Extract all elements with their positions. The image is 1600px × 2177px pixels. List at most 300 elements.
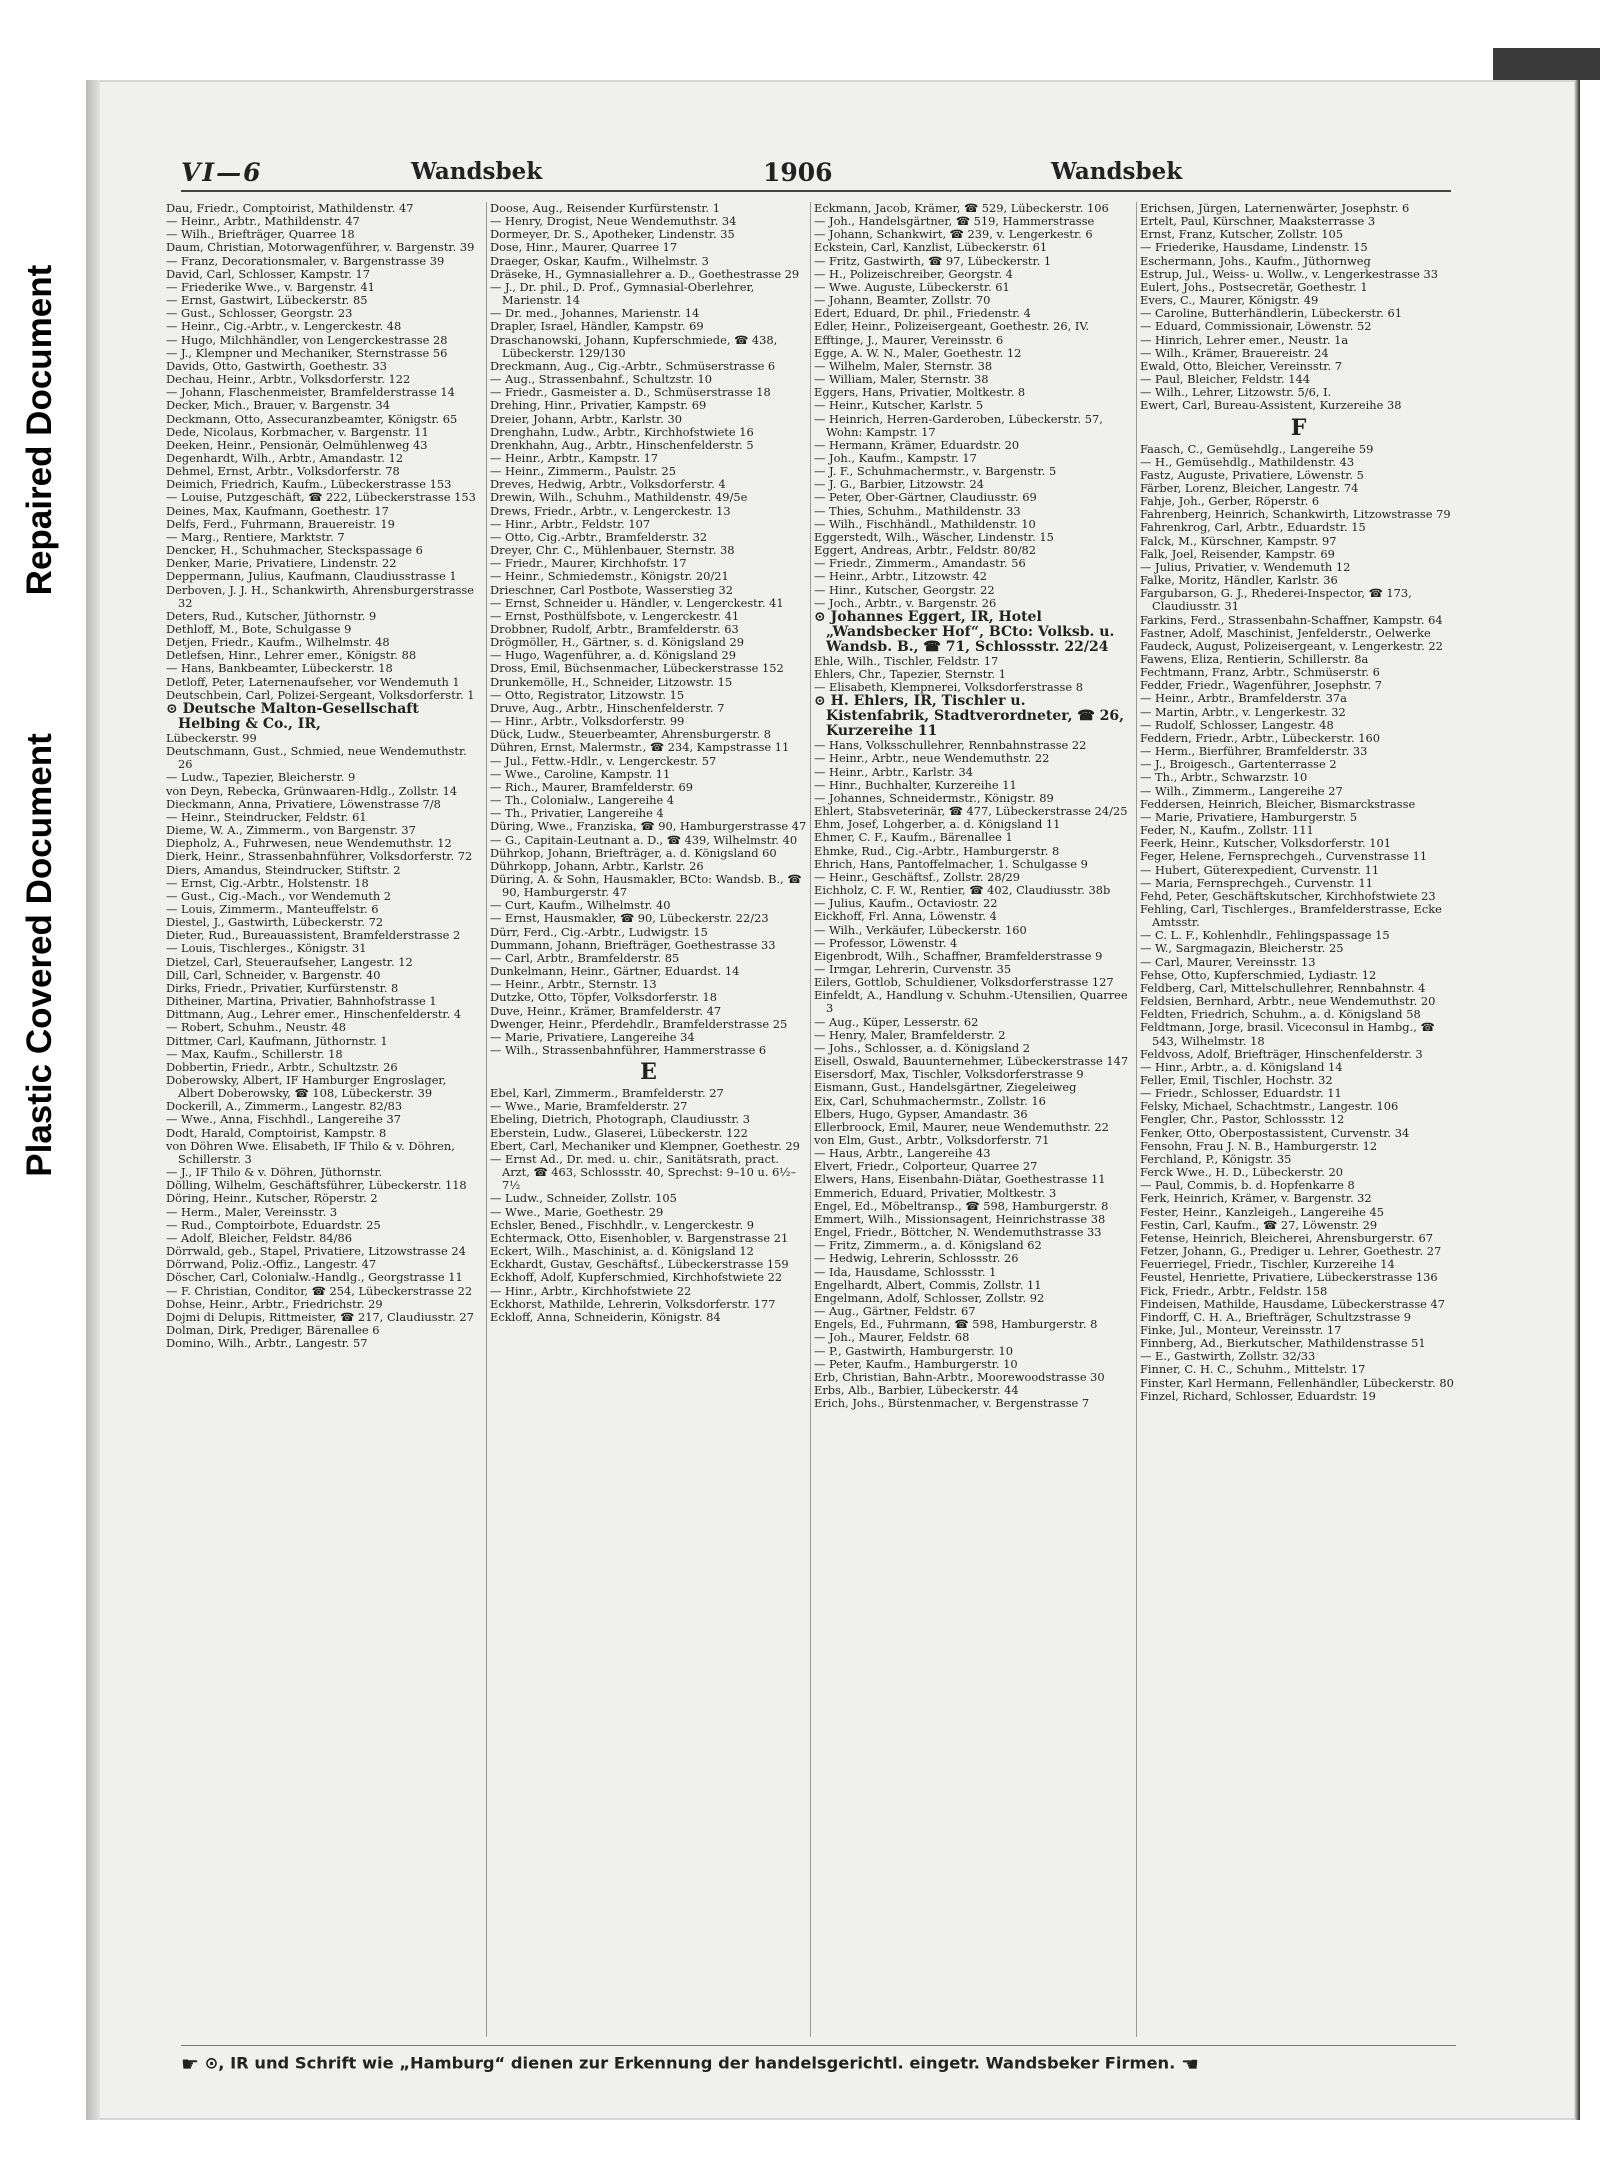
directory-entry: — Ernst, Gastwirt, Lübeckerstr. 85 [166,293,368,308]
directory-entry: ⊙ H. Ehlers, IR, Tischler u. Kistenfabrik, Stadtverordneter, ☎ 26, Kurzereihe 11 [814,693,1129,740]
directory-entry: — Heinr., Geschäftsf., Zollstr. 28/29 [814,869,1020,884]
directory-column [166,202,483,2037]
directory-entry: — Hubert, Güterexpedient, Curvenstr. 11 [1140,862,1380,877]
directory-entry: Ferchland, P., Königstr. 35 [1140,1151,1292,1166]
directory-entry: — J., Dr. phil., D. Prof., Gymnasial-Oberlehrer, Marienstr. 14 [490,279,758,308]
directory-entry: — Heinrich, Herren-Garderoben, Lübeckerstr. 57, Wohn: Kampstr. 17 [814,411,1107,439]
directory-entry: Drenkhahn, Aug., Arbtr., Hinschenfelderstr. 5 [490,437,754,452]
directory-entry: Ehrich, Hans, Pantoffelmacher, 1. Schulgasse 9 [814,856,1088,871]
directory-entry: Drews, Friedr., Arbtr., v. Lengerckestr. 13 [490,503,731,518]
directory-entry: Ehm, Josef, Lohgerber, a. d. Königsland 11 [814,817,1061,832]
directory-entry: — Ludw., Schneider, Zollstr. 105 [490,1191,677,1206]
directory-entry: — Fritz, Gastwirth, ☎ 97, Lübeckerstr. 1 [814,253,1052,268]
directory-entry: — Th., Privatier, Langereihe 4 [490,806,664,821]
directory-entry: Döring, Heinr., Kutscher, Röperstr. 2 [166,1191,378,1206]
directory-entry: — J. G., Barbier, Litzowstr. 24 [814,477,984,492]
directory-entry: Eggers, Hans, Privatier, Moltkestr. 8 [814,385,1026,400]
directory-entry: Dirks, Friedr., Privatier, Kurfürstenstr. 8 [166,980,399,995]
directory-entry: Ehlers, Chr., Tapezier, Sternstr. 1 [814,667,1007,681]
footer-rule [181,2045,1456,2046]
directory-entry: — F. Christian, Conditor, ☎ 254, Lübeckerstrasse 22 [166,1283,473,1298]
page-binding-shadow [86,80,100,2120]
directory-entry: Döscher, Carl, Colonialw.-Handlg., Georgstrasse 11 [166,1270,463,1285]
directory-entry: — J., IF Thilo & v. Döhren, Jüthornstr. [166,1165,383,1180]
directory-entry: Drapler, Israel, Händler, Kampstr. 69 [490,319,704,334]
directory-entry: — Friedr., Schlosser, Eduardstr. 11 [1140,1086,1342,1101]
directory-entry: — Joh., Kaufm., Kampstr. 17 [814,450,977,465]
directory-entry: — Hugo, Wagenführer, a. d. Königsland 29 [490,648,736,663]
directory-entry: Dodt, Harald, Comptoirist, Kampstr. 8 [166,1125,387,1140]
directory-entry: Dürr, Ferd., Cig.-Arbtr., Ludwigstr. 15 [490,924,708,939]
directory-entry: Dräseke, H., Gymnasiallehrer a. D., Goethestrasse 29 [490,266,800,281]
directory-entry: — Heinr., Arbtr., Bramfelderstr. 37a [1140,691,1347,706]
directory-entry: Dede, Nicolaus, Korbmacher, v. Bargenstr. 11 [166,424,429,439]
directory-entry: Delfs, Ferd., Fuhrmann, Brauereistr. 19 [166,516,395,531]
directory-entry: — William, Maler, Sternstr. 38 [814,372,989,387]
directory-entry: — Adolf, Bleicher, Feldstr. 84/86 [166,1230,353,1245]
directory-entry: — Thies, Schuhm., Mathildenstr. 33 [814,503,1021,518]
plastic-covered-document-label: Plastic Covered Document [20,733,59,1177]
directory-entry: — Johannes, Schneidermstr., Königstr. 89 [814,790,1054,805]
directory-entry: Ernst, Franz, Kutscher, Zollstr. 105 [1140,227,1344,242]
directory-entry: Dross, Emil, Büchsenmacher, Lübeckerstrasse 152 [490,661,784,676]
directory-entry: — Rudolf, Schlosser, Langestr. 48 [1140,717,1334,732]
directory-entry: Fetzer, Johann, G., Prediger u. Lehrer, Goethestr. 27 [1140,1244,1442,1259]
directory-entry: Dolman, Dirk, Prediger, Bärenallee 6 [166,1322,380,1337]
running-head-left-title: Wandsbek [411,158,543,185]
directory-entry: — Heinr., Arbtr., Karlstr. 34 [814,764,974,779]
directory-entry: Dose, Hinr., Maurer, Quarree 17 [490,240,678,255]
directory-entry: — Aug., Gärtner, Feldstr. 67 [814,1304,976,1319]
directory-entry: Eschermann, Johs., Kaufm., Jüthornweg [1140,253,1371,268]
directory-entry: — Hinr., Arbtr., Volksdorferstr. 99 [490,714,685,729]
directory-entry: Dierk, Heinr., Strassenbahnführer, Volksdorferstr. 72 [166,849,473,864]
directory-entry: — Hedwig, Lehrerin, Schlossstr. 26 [814,1251,1019,1266]
directory-entry: — Wilh., Zimmerm., Langereihe 27 [1140,783,1343,798]
directory-entry: Eberstein, Ludw., Glaserei, Lübeckerstr. 122 [490,1125,748,1140]
side-labels [0,0,80,2177]
directory-entry: Dietzel, Carl, Steueraufseher, Langestr. 12 [166,954,413,969]
directory-entry: — Hinrich, Lehrer emer., Neustr. 1a [1140,332,1349,347]
directory-entry: Dieckmann, Anna, Privatiere, Löwenstrasse 7/8 [166,796,441,811]
directory-entry: von Elm, Gust., Arbtr., Volksdorferstr. 71 [814,1133,1050,1147]
directory-entry: — Paul, Commis, b. d. Hopfenkarre 8 [1140,1178,1355,1193]
directory-entry: von Döhren Wwe. Elisabeth, IF Thilo & v. Döhren, Schillerstr. 3 [166,1138,459,1166]
directory-entry: Edert, Eduard, Dr. phil., Friedenstr. 4 [814,306,1031,321]
directory-entry: ⊙ Deutsche Malton-Gesellschaft Helbing & Co., IR, [166,700,424,732]
directory-entry: — Friederike Wwe., v. Bargenstr. 41 [166,279,375,294]
directory-entry: Drieschner, Carl Postbote, Wasserstieg 32 [490,582,734,597]
directory-entry: Dummann, Johann, Briefträger, Goethestrasse 33 [490,937,776,952]
directory-entry: — Elisabeth, Klempnerei, Volksdorferstrasse 8 [814,680,1083,695]
directory-entry: Dormeyer, Dr. S., Apotheker, Lindenstr. 35 [490,227,735,242]
directory-entry: Ferk, Heinrich, Krämer, v. Bargenstr. 32 [1140,1191,1372,1206]
directory-entry: Engels, Ed., Fuhrmann, ☎ 598, Hamburgerstr. 8 [814,1317,1098,1332]
directory-entry: Eigenbrodt, Wilh., Schaffner, Bramfelderstrasse 9 [814,948,1103,963]
directory-entry: Detjen, Friedr., Kaufm., Wilhelmstr. 48 [166,635,390,650]
directory-entry: Dockerill, A., Zimmerm., Langestr. 82/83 [166,1099,403,1114]
directory-entry: David, Carl, Schlosser, Kampstr. 17 [166,266,371,281]
directory-entry: — Paul, Bleicher, Feldstr. 144 [1140,372,1311,387]
directory-entry: Faasch, C., Gemüsehdlg., Langereihe 59 [1140,441,1374,456]
directory-entry: — Heinr., Arbtr., neue Wendemuthstr. 22 [814,751,1050,766]
directory-entry: Eulert, Johs., Postsecretär, Goethestr. 1 [1140,279,1368,294]
directory-entry: Dörrwald, geb., Stapel, Privatiere, Litzowstrasse 24 [166,1244,466,1259]
directory-entry: Eilers, Gottlob, Schuldiener, Volksdorferstrasse 127 [814,975,1114,990]
directory-entry: — Th., Arbtr., Schwarzstr. 10 [1140,770,1308,785]
directory-entry: Dreves, Hedwig, Arbtr., Volksdorferstr. 4 [490,477,726,492]
directory-entry: Engel, Friedr., Böttcher, N. Wendemuthstrasse 33 [814,1225,1102,1240]
directory-entry: Ebeling, Dietrich, Photograph, Claudiusstr. 3 [490,1112,751,1127]
directory-entry: — Curt, Kaufm., Wilhelmstr. 40 [490,898,671,913]
directory-entry: Eisell, Oswald, Bauunternehmer, Lübeckerstrasse 147 [814,1054,1129,1069]
directory-entry: — Heinr., Kutscher, Karlstr. 5 [814,398,984,413]
directory-entry: Druve, Aug., Arbtr., Hinschenfelderstr. 7 [490,700,725,715]
directory-entry: — Eduard, Commissionair, Löwenstr. 52 [1140,319,1372,334]
directory-entry: Fetense, Heinrich, Bleicherei, Ahrensburgerstr. 67 [1140,1230,1433,1245]
directory-entry: Eismann, Gust., Handelsgärtner, Ziegeleiweg [814,1080,1077,1095]
directory-entry: Ertelt, Paul, Kürschner, Maaksterrasse 3 [1140,214,1376,229]
directory-entry: Feldtmann, Jorge, brasil. Viceconsul in Hambg., ☎ 543, Wilhelmstr. 18 [1140,1020,1439,1048]
directory-entry: Evers, C., Maurer, Königstr. 49 [1140,293,1319,308]
directory-entry: — Irmgar, Lehrerin, Curvenstr. 35 [814,961,1012,976]
directory-entry: — Caroline, Butterhändlerin, Lübeckerstr. 61 [1140,306,1403,321]
directory-column [490,202,807,2037]
directory-entry: — Ernst, Hausmakler, ☎ 90, Lübeckerstr. 22/23 [490,911,769,926]
directory-entry: — Peter, Kaufm., Hamburgerstr. 10 [814,1356,1018,1371]
directory-entry: Dück, Ludw., Steuerbeamter, Ahrensburgerstr. 8 [490,727,772,742]
directory-entry: — Joch., Arbtr., v. Bargenstr. 26 [814,595,997,610]
directory-entry: Dehmel, Ernst, Arbtr., Volksdorferstr. 78 [166,464,400,479]
directory-entry: Farkins, Ferd., Strassenbahn-Schaffner, Kampstr. 64 [1140,612,1443,627]
directory-entry: — Wwe. Auguste, Lübeckerstr. 61 [814,279,1010,294]
directory-entry: Dutzke, Otto, Töpfer, Volksdorferstr. 18 [490,990,717,1005]
header-rule [181,190,1451,192]
footer-note [181,2052,1461,2080]
directory-entry: Feldvoss, Adolf, Briefträger, Hinschenfelderstr. 3 [1140,1046,1423,1061]
directory-entry: — Robert, Schuhm., Neustr. 48 [166,1020,346,1035]
directory-entry: — Martin, Arbtr., v. Lengerkestr. 32 [1140,704,1346,719]
directory-entry: Drunkemölle, H., Schneider, Litzowstr. 15 [490,674,733,689]
directory-entry: Drobbner, Rudolf, Arbtr., Bramfelderstr. 63 [490,622,739,636]
directory-entry: Fehse, Otto, Kupferschmied, Lydiastr. 12 [1140,967,1377,982]
column-divider [1136,202,1137,2037]
directory-entry: Elbers, Hugo, Gypser, Amandastr. 36 [814,1106,1028,1121]
directory-entry: Dührkopp, Johann, Arbtr., Karlstr. 26 [490,858,704,873]
directory-entry: Finster, Karl Hermann, Fellenhändler, Lübeckerstr. 80 [1140,1375,1454,1390]
directory-entry: Egge, A. W. N., Maler, Goethestr. 12 [814,345,1022,360]
running-head [86,158,1580,198]
directory-entry: — Carl, Maurer, Vereinsstr. 13 [1140,954,1316,969]
directory-entry: Eckstein, Carl, Kanzlist, Lübeckerstr. 61 [814,240,1048,255]
directory-entry: Drewin, Wilh., Schuhm., Mathildenstr. 49/5e [490,490,748,505]
directory-entry: — Dr. med., Johannes, Marienstr. 14 [490,306,700,321]
directory-entry: Daum, Christian, Motorwagenführer, v. Bargenstr. 39 [166,240,475,255]
directory-entry: — H., Gemüsehdlg., Mathildenstr. 43 [1140,454,1355,469]
directory-entry: — Friedr., Gasmeister a. D., Schmüserstrasse 18 [490,385,771,400]
directory-entry: — Johann, Schankwirt, ☎ 239, v. Lengerkestr. 6 [814,227,1093,242]
directory-entry: Ehmke, Rud., Cig.-Arbtr., Hamburgerstr. 8 [814,843,1060,858]
directory-entry: Dieme, W. A., Zimmerm., von Bargenstr. 37 [166,823,416,838]
directory-entry: Degenhardt, Wilh., Arbtr., Amandastr. 12 [166,450,404,465]
directory-page [86,80,1580,2120]
directory-entry: Deimich, Friedrich, Kaufm., Lübeckerstrasse 153 [166,477,452,492]
directory-entry: Decker, Mich., Brauer, v. Bargenstr. 34 [166,398,390,413]
directory-entry: Emmerich, Eduard, Privatier, Moltkestr. 3 [814,1185,1057,1200]
directory-entry: — Marie, Privatiere, Langereihe 34 [490,1029,695,1044]
directory-entry: — E., Gastwirth, Zollstr. 32/33 [1140,1349,1316,1364]
directory-entry: Feerk, Heinr., Kutscher, Volksdorferstr. 101 [1140,836,1391,851]
directory-entry: Detloff, Peter, Laternenaufseher, vor Wendemuth 1 [166,674,460,689]
directory-entry: Dojmi di Delupis, Rittmeister, ☎ 217, Claudiusstr. 27 [166,1309,474,1324]
directory-entry: — Hinr., Arbtr., a. d. Königsland 14 [1140,1059,1343,1074]
directory-entry: — Joh., Maurer, Feldstr. 68 [814,1330,970,1345]
directory-entry: Doose, Aug., Reisender Kurfürstenstr. 1 [490,202,721,215]
directory-entry: — Friedr., Maurer, Kirchhofstr. 17 [490,556,687,571]
directory-entry: — J., Broigesch., Gartenterrasse 2 [1140,757,1337,772]
directory-entry: Deters, Rud., Kutscher, Jüthornstr. 9 [166,608,377,623]
directory-entry: — Aug., Strassenbahnf., Schultzstr. 10 [490,372,712,387]
directory-entry: — G., Capitain-Leutnant a. D., ☎ 439, Wilhelmstr. 40 [490,832,798,847]
directory-entry: — Hinr., Kutscher, Georgstr. 22 [814,582,995,597]
directory-entry: Finzel, Richard, Schlosser, Eduardstr. 19 [1140,1388,1376,1403]
directory-entry: Fastner, Adolf, Maschinist, Jenfelderstr., Oelwerke [1140,625,1431,640]
directory-entry: Düring, Wwe., Franziska, ☎ 90, Hamburgerstrasse 47 [490,819,807,834]
directory-entry: Ehmer, C. F., Kaufm., Bärenallee 1 [814,830,1013,845]
directory-entry: Emmert, Wilh., Missionsagent, Heinrichstrasse 38 [814,1211,1106,1226]
directory-entry: Elwers, Hans, Eisenbahn-Diätar, Goethestrasse 11 [814,1172,1106,1187]
directory-entry: — Heinr., Arbtr., Mathildenstr. 47 [166,214,360,229]
directory-entry: Dobbertin, Friedr., Arbtr., Schultzstr. 26 [166,1059,398,1074]
directory-entry: Duve, Heinr., Krämer, Bramfelderstr. 47 [490,1003,722,1018]
directory-entry: — Marie, Privatiere, Hamburgerstr. 5 [1140,809,1358,824]
directory-entry: Dethloff, M., Bote, Schulgasse 9 [166,622,352,636]
directory-entry: Deppermann, Julius, Kaufmann, Claudiusstrasse 1 [166,569,457,584]
directory-entry: Engelhardt, Albert, Commis, Zollstr. 11 [814,1277,1042,1292]
directory-entry: Fehling, Carl, Tischlerges., Bramfelderstrasse, Ecke Amtsstr. [1140,901,1446,930]
directory-entry: — Herm., Bierführer, Bramfelderstr. 33 [1140,744,1368,759]
directory-entry: Draeger, Oskar, Kaufm., Wilhelmstr. 3 [490,253,709,268]
directory-entry: Engelmann, Adolf, Schlosser, Zollstr. 92 [814,1290,1045,1305]
directory-entry: — Otto, Cig.-Arbtr., Bramfelderstr. 32 [490,529,708,544]
directory-entry: Fahrenkrog, Carl, Arbtr., Eduardstr. 15 [1140,520,1366,535]
directory-entry: — Louis, Zimmerm., Manteuffelstr. 6 [166,901,379,916]
directory-entry: — Franz, Decorationsmaler, v. Bargenstrasse 39 [166,253,445,268]
directory-entry: Diestel, J., Gastwirth, Lübeckerstr. 72 [166,915,384,930]
directory-entry: Draschanowski, Johann, Kupferschmiede, ☎ 438, Lübeckerstr. 129/130 [490,332,781,360]
directory-entry: Fick, Friedr., Arbtr., Feldstr. 158 [1140,1283,1328,1298]
directory-entry: Dwenger, Heinr., Pferdehdlr., Bramfelderstrasse 25 [490,1016,788,1031]
directory-entry: Fawens, Eliza, Rentierin, Schillerstr. 8a [1140,652,1369,666]
directory-entry: — Hinr., Arbtr., Feldstr. 107 [490,516,651,531]
directory-entry: — Fritz, Zimmerm., a. d. Königsland 62 [814,1238,1042,1253]
directory-entry: — Herm., Maler, Vereinsstr. 3 [166,1204,338,1219]
directory-entry: — Hinr., Buchhalter, Kurzereihe 11 [814,777,1017,792]
directory-entry: Dölling, Wilhelm, Geschäftsführer, Lübeckerstr. 118 [166,1178,467,1193]
directory-entry: — Peter, Ober-Gärtner, Claudiusstr. 69 [814,490,1037,505]
directory-entry: Davids, Otto, Gastwirth, Goethestr. 33 [166,358,387,373]
directory-entry: Fengler, Chr., Pastor, Schlossstr. 12 [1140,1112,1345,1127]
directory-entry: Finner, C. H. C., Schuhm., Mittelstr. 17 [1140,1362,1366,1377]
directory-entry: — Hinr., Arbtr., Kirchhofstwiete 22 [490,1283,692,1298]
directory-entry: — Marg., Rentiere, Marktstr. 7 [166,529,345,544]
directory-entry: Feuerriegel, Friedr., Tischler, Kurzereihe 14 [1140,1257,1395,1272]
directory-entry: — Julius, Kaufm., Octaviostr. 22 [814,896,998,911]
directory-entry: — Max, Kaufm., Schillerstr. 18 [166,1046,343,1061]
directory-entry: Eichholz, C. F. W., Rentier, ☎ 402, Claudiusstr. 38b [814,883,1111,898]
directory-entry: — H., Polizeischreiber, Georgstr. 4 [814,266,1013,281]
directory-entry: Fenker, Otto, Oberpostassistent, Curvenstr. 34 [1140,1125,1410,1140]
directory-entry: Dau, Friedr., Comptoirist, Mathildenstr. 47 [166,202,414,215]
directory-entry: — Heinr., Zimmerm., Paulstr. 25 [490,464,677,479]
directory-entry: Fester, Heinr., Kanzleigeh., Langereihe 45 [1140,1204,1384,1219]
directory-entry: Erich, Johs., Bürstenmacher, v. Bergenstrasse 7 [814,1396,1090,1411]
directory-entry: Domino, Wilh., Arbtr., Langestr. 57 [166,1336,368,1351]
running-head-right-title: Wandsbek [1051,158,1183,185]
directory-entry: Feder, N., Kaufm., Zollstr. 111 [1140,823,1314,838]
directory-entry: — Louise, Putzgeschäft, ☎ 222, Lübeckerstrasse 153 [166,490,476,505]
directory-entry: — Henry, Drogist, Neue Wendemuthstr. 34 [490,214,737,229]
directory-entry: Felsky, Michael, Schachtmstr., Langestr. 106 [1140,1099,1399,1114]
directory-entry: Echtermack, Otto, Eisenhobler, v. Bargenstrasse 21 [490,1230,789,1245]
directory-entry: Findorff, C. H. A., Briefträger, Schultzstrasse 9 [1140,1309,1411,1324]
directory-entry: Feldberg, Carl, Mittelschullehrer, Rennbahnstr. 4 [1140,980,1426,995]
directory-entry: Finnberg, Ad., Bierkutscher, Mathildenstrasse 51 [1140,1336,1426,1351]
directory-entry: Erbs, Alb., Barbier, Lübeckerstr. 44 [814,1382,1019,1397]
directory-entry: Faudeck, August, Polizeisergeant, v. Lengerkestr. 22 [1140,638,1443,653]
directory-entry: Diers, Amandus, Steindrucker, Stiftstr. 2 [166,862,401,877]
directory-entry: — Th., Colonialw., Langereihe 4 [490,793,675,808]
directory-entry: — Hans, Bankbeamter, Lübeckerstr. 18 [166,661,393,676]
directory-entry: Dittmann, Aug., Lehrer emer., Hinschenfelderstr. 4 [166,1007,462,1022]
directory-entry: — Wilh., Briefträger, Quarree 18 [166,227,355,242]
directory-entry: — Johann, Beamter, Zollstr. 70 [814,293,991,308]
directory-entry: Finke, Jul., Monteur, Vereinsstr. 17 [1140,1322,1342,1337]
directory-entry: — P., Gastwirth, Hamburgerstr. 10 [814,1343,1013,1358]
directory-entry: — W., Sargmagazin, Bleicherstr. 25 [1140,941,1344,956]
directory-column [1140,202,1457,2037]
directory-entry: — Aug., Küper, Lesserstr. 62 [814,1014,979,1029]
directory-entry: Feustel, Henriette, Privatiere, Lübeckerstrasse 136 [1140,1270,1438,1285]
directory-entry: — Jul., Fettw.-Hdlr., v. Lengerckestr. 57 [490,753,717,768]
directory-entry: Dohse, Heinr., Arbtr., Friedrichstr. 29 [166,1296,383,1311]
directory-entry: — Ernst Ad., Dr. med. u. chir., Sanitätsrath, pract. Arzt, ☎ 463, Schlossstr. 40, Sprechst: 9–10 u. 6½–7½ [490,1151,797,1193]
directory-entry: — Gust., Schlosser, Georgstr. 23 [166,306,353,321]
directory-entry: — Wilh., Lehrer, Litzowstr. 5/6, I. [1140,385,1332,400]
directory-entry: von Deyn, Rebecka, Grünwaaren-Hdlg., Zollstr. 14 [166,783,458,798]
directory-entry: Falck, M., Kürschner, Kampstr. 97 [1140,533,1337,548]
directory-entry: — Heinr., Arbtr., Kampstr. 17 [490,450,659,465]
directory-entry: — Heinr., Cig.-Arbtr., v. Lengerckestr. 48 [166,319,402,334]
directory-entry: — Friederike, Hausdame, Lindenstr. 15 [1140,240,1368,255]
directory-entry: Dreier, Johann, Arbtr., Karlstr. 30 [490,411,682,426]
directory-entry: Eckhoff, Adolf, Kupferschmied, Kirchhofstwiete 22 [490,1270,783,1285]
directory-entry: — Wilh., Krämer, Brauereistr. 24 [1140,345,1329,360]
directory-entry: Fahrenberg, Heinrich, Schankwirth, Litzowstrasse 79 [1140,507,1451,522]
directory-entry: Dreyer, Chr. C., Mühlenbauer, Sternstr. 38 [490,543,735,558]
directory-entry: Dencker, H., Schuhmacher, Steckspassage 6 [166,543,423,558]
directory-entry: Deckmann, Otto, Assecuranzbeamter, Königstr. 65 [166,411,458,426]
directory-entry: — Gust., Cig.-Mach., vor Wendemuth 2 [166,888,392,903]
directory-entry: Edler, Heinr., Polizeisergeant, Goethestr. 26, IV. [814,319,1090,334]
directory-entry: Ellerbroock, Emil, Maurer, neue Wendemuthstr. 22 [814,1119,1109,1134]
directory-entry: — Heinr., Schmiedemstr., Königstr. 20/21 [490,569,729,584]
column-divider [486,202,487,2037]
directory-entry: Drehing, Hinr., Privatier, Kampstr. 69 [490,398,707,413]
page-edge-shadow [1574,80,1580,2120]
directory-entry: Feger, Helene, Fernsprechgeh., Curvenstrasse 11 [1140,849,1428,864]
directory-entry: Drögmöller, H., Gärtner, s. d. Königsland 29 [490,635,745,650]
directory-entry: — Wilhelm, Maler, Sternstr. 38 [814,358,993,373]
directory-entry: Fedder, Friedr., Wagenführer, Josephstr. 7 [1140,678,1382,693]
directory-entry: Eckert, Wilh., Maschinist, a. d. Königsland 12 [490,1244,754,1259]
directory-entry: Estrup, Jul., Weiss- u. Wollw., v. Lengerkestrasse 33 [1140,266,1438,281]
directory-entry: — Johs., Schlosser, a. d. Königsland 2 [814,1040,1031,1055]
directory-entry: Ehle, Wilh., Tischler, Feldstr. 17 [814,653,999,668]
directory-entry: Efftinge, J., Maurer, Vereinsstr. 6 [814,332,1004,347]
directory-entry: — Otto, Registrator, Litzowstr. 15 [490,687,685,702]
directory-entry: Ewald, Otto, Bleicher, Vereinsstr. 7 [1140,358,1342,373]
directory-entry: — Wwe., Anna, Fischhdl., Langereihe 37 [166,1112,401,1127]
directory-entry: Düring, A. & Sohn, Hausmakler, BCto: Wandsb. B., ☎ 90, Hamburgerstr. 47 [490,871,806,900]
directory-entry: Fechtmann, Franz, Arbtr., Schmüserstr. 6 [1140,665,1380,680]
directory-entry: — Julius, Privatier, v. Wendemuth 12 [1140,559,1351,574]
directory-entry: Dittmer, Carl, Kaufmann, Jüthornstr. 1 [166,1033,388,1048]
directory-entry: — Hans, Volksschullehrer, Rennbahnstrasse 22 [814,738,1087,753]
directory-entry: — Joh., Handelsgärtner, ☎ 519, Hammerstrasse [814,214,1095,229]
directory-entry: Eickhoff, Frl. Anna, Löwenstr. 4 [814,909,997,924]
directory-entry: Elvert, Friedr., Colporteur, Quarree 27 [814,1159,1038,1174]
directory-entry: Lübeckerstr. 99 [166,730,257,745]
directory-entry: — Wwe., Marie, Goethestr. 29 [490,1204,664,1219]
directory-entry: Denker, Marie, Privatiere, Lindenstr. 22 [166,556,397,571]
directory-entry: Ewert, Carl, Bureau-Assistent, Kurzereihe 38 [1140,398,1402,413]
directory-entry: Festin, Carl, Kaufm., ☎ 27, Löwenstr. 29 [1140,1217,1378,1232]
directory-entry: Dühren, Ernst, Malermstr., ☎ 234, Kampstrasse 11 [490,740,790,755]
directory-column [814,202,1131,2037]
directory-entry: Eix, Carl, Schuhmachermstr., Zollstr. 16 [814,1093,1046,1108]
directory-entry: — Henry, Maler, Bramfelderstr. 2 [814,1027,1006,1042]
directory-entry: Eckloff, Anna, Schneiderin, Königstr. 84 [490,1309,721,1324]
directory-entry: — Carl, Arbtr., Bramfelderstr. 85 [490,950,680,965]
directory-entry: Dührkop, Johann, Briefträger, a. d. Königsland 60 [490,845,777,860]
directory-entry: — Wwe., Marie, Bramfelderstr. 27 [490,1099,688,1114]
running-head-year: 1906 [763,158,833,187]
scan-dark-corner [1493,48,1600,80]
directory-entry: Detlefsen, Hinr., Lehrer emer., Königstr. 88 [166,648,417,663]
directory-entry: — Professor, Löwenstr. 4 [814,935,958,950]
directory-entry: Fastz, Auguste, Privatiere, Löwenstr. 5 [1140,467,1364,482]
directory-entry: — Heinr., Arbtr., Sternstr. 13 [490,977,657,992]
directory-entry: Findeisen, Mathilde, Hausdame, Lübeckerstrasse 47 [1140,1296,1446,1311]
directory-entry: — Ernst, Schneider u. Händler, v. Lengerckestr. 41 [490,595,784,610]
directory-columns [166,202,1466,2037]
directory-entry: Eckhorst, Mathilde, Lehrerin, Volksdorferstr. 177 [490,1296,776,1311]
directory-entry: Dunkelmann, Heinr., Gärtner, Eduardst. 14 [490,964,740,979]
pointing-hand-left-icon: ☚ [1180,2052,1199,2076]
directory-entry: — Ida, Hausdame, Schlossstr. 1 [814,1264,997,1279]
directory-entry: Eggert, Andreas, Arbtr., Feldstr. 80/82 [814,543,1037,558]
directory-entry: — Heinr., Steindrucker, Feldstr. 61 [166,809,367,824]
column-divider [810,202,811,2037]
directory-entry: Falk, Joel, Reisender, Kampstr. 69 [1140,546,1335,561]
directory-entry: — Rud., Comptoirbote, Eduardstr. 25 [166,1217,381,1232]
directory-entry: Fahje, Joh., Gerber, Röperstr. 6 [1140,494,1320,509]
directory-entry: Dill, Carl, Schneider, v. Bargenstr. 40 [166,967,381,982]
section-letter: F [1290,414,1307,441]
directory-entry: Ditheiner, Martina, Privatier, Bahnhofstrasse 1 [166,994,437,1009]
directory-entry: Feddern, Friedr., Arbtr., Lübeckerstr. 160 [1140,730,1381,745]
